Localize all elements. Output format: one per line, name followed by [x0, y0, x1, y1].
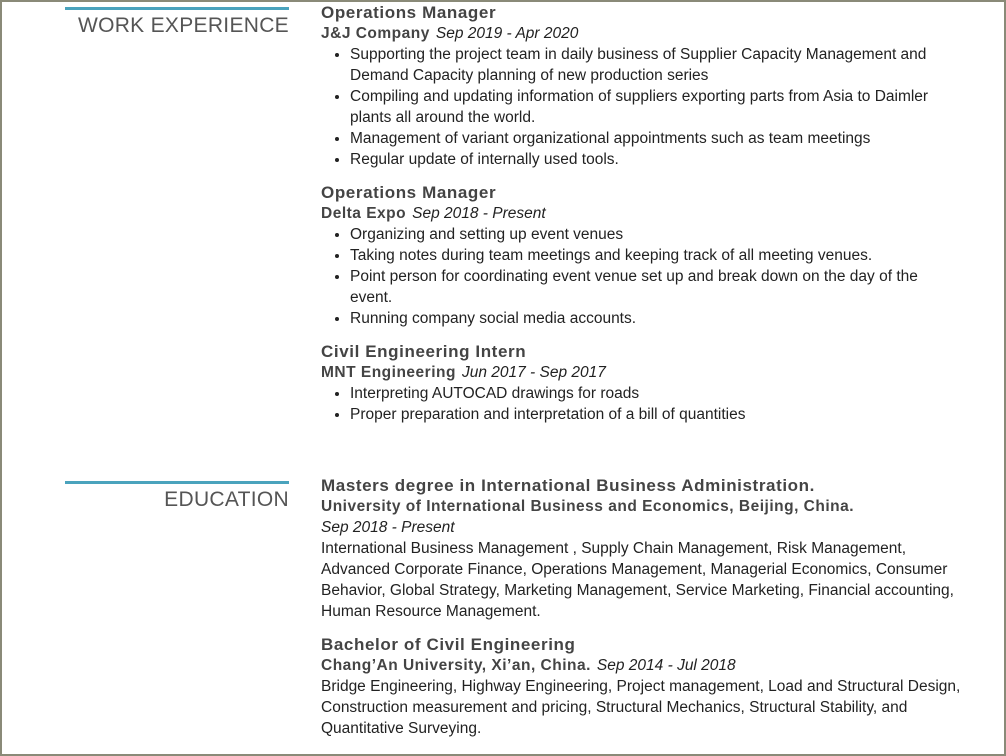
section-title: WORK EXPERIENCE: [77, 14, 289, 37]
degree: Bachelor of Civil Engineering: [321, 635, 576, 654]
job-entry: [321, 2, 961, 170]
school: Chang’An University, Xi’an, China.: [321, 657, 591, 674]
job-bullet: • Compiling and updating information of suppliers exporting parts from Asia to Daimler plants all around the world.: [350, 86, 961, 128]
job-title: Operations Manager: [321, 3, 497, 22]
job-bullet: • Regular update of internally used tools.: [350, 149, 961, 170]
education-dates: Sep 2018 - Present: [321, 519, 455, 536]
job-dates: Sep 2018 - Present: [412, 205, 546, 222]
section-rule: [65, 481, 289, 484]
job-bullet: • Interpreting AUTOCAD drawings for roads: [350, 383, 961, 404]
education-details: International Business Management , Supply Chain Management, Risk Management, Advanced Corporate Finance, Operations Management, Managerial Economics, Consumer Behavior, Global Strategy, Marketing Management, Service Marketing, Financial accounting, Human Resource Management.: [321, 540, 954, 620]
job-dates: Sep 2019 - Apr 2020: [435, 25, 579, 42]
job-bullet: • Supporting the project team in daily business of Supplier Capacity Management and Demand Capacity planning of new production series: [350, 44, 961, 86]
job-title: Civil Engineering Intern: [321, 342, 527, 361]
section-title: EDUCATION: [164, 488, 289, 511]
job-bullet: • Running company social media accounts.: [350, 308, 961, 329]
company-name: MNT Engineering: [321, 364, 456, 381]
job-bullet: • Organizing and setting up event venues: [350, 224, 961, 245]
job-bullet: • Point person for coordinating event venue set up and break down on the day of the event.: [350, 266, 961, 308]
education-entry: [321, 634, 961, 739]
job-bullet: • Management of variant organizational appointments such as team meetings: [350, 128, 961, 149]
company-name: Delta Expo: [321, 205, 407, 222]
degree: Masters degree in International Business Administration.: [321, 476, 815, 495]
education-details: Bridge Engineering, Highway Engineering, Project management, Load and Structural Design, Construction measurement and pricing, Structural Mechanics, Structural Stability, and Quantitative Surveying.: [321, 678, 961, 737]
job-bullet: • Taking notes during team meetings and keeping track of all meeting venues.: [350, 245, 961, 266]
job-entry: [321, 341, 961, 425]
school: University of International Business and Economics, Beijing, China.: [321, 498, 855, 515]
education-dates: Sep 2014 - Jul 2018: [596, 657, 736, 674]
job-title: Operations Manager: [321, 183, 497, 202]
education-entry: [321, 475, 961, 622]
section-rule: [65, 7, 289, 10]
job-bullet: • Proper preparation and interpretation of a bill of quantities: [350, 404, 961, 425]
job-dates: Jun 2017 - Sep 2017: [461, 364, 606, 381]
job-entry: [321, 182, 961, 329]
company-name: J&J Company: [321, 25, 430, 42]
